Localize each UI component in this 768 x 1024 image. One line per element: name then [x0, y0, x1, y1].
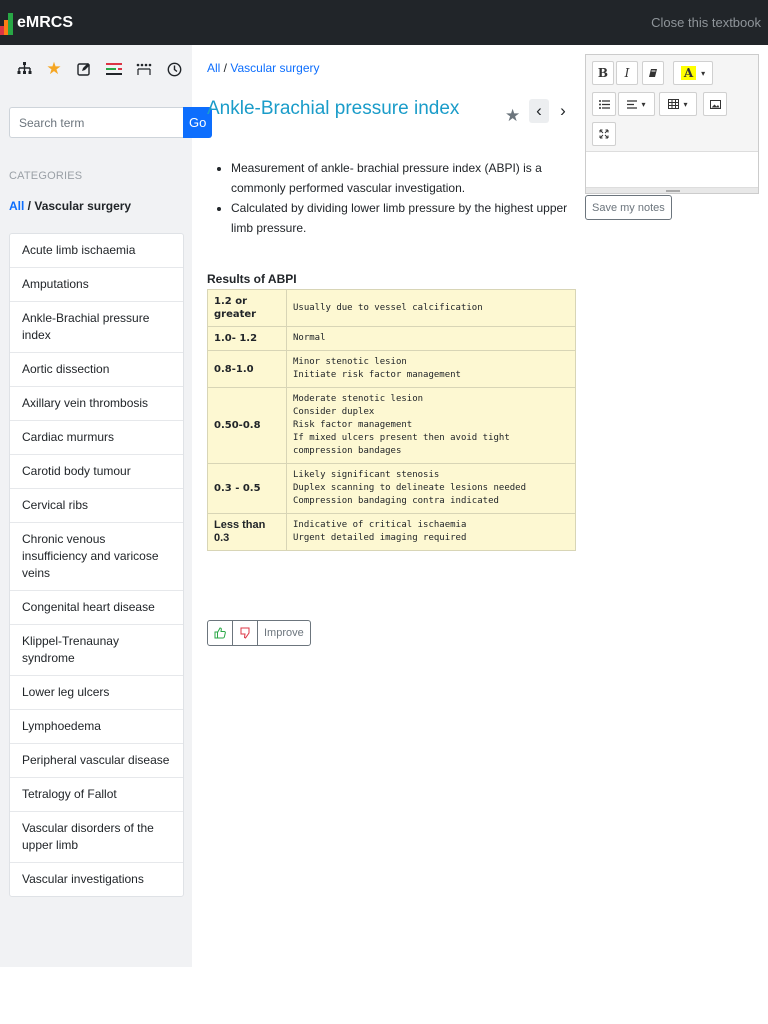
- unordered-list-icon[interactable]: [592, 92, 616, 116]
- search-input[interactable]: [9, 107, 183, 138]
- list-icon[interactable]: [99, 59, 129, 79]
- sidebar-toolbar: [9, 59, 189, 79]
- abpi-interpretation-cell: Usually due to vessel calcification: [287, 290, 576, 327]
- breadcrumb-current: Vascular surgery: [34, 199, 132, 213]
- breadcrumb: [207, 61, 320, 75]
- category-item[interactable]: Cardiac murmurs: [10, 421, 183, 455]
- category-item[interactable]: Klippel-Trenaunay syndrome: [10, 625, 183, 676]
- chevron-down-icon: ▾: [701, 68, 706, 78]
- category-item[interactable]: Vascular investigations: [22, 872, 144, 886]
- go-button[interactable]: Go: [183, 107, 212, 138]
- category-item[interactable]: Axillary vein thrombosis: [10, 387, 183, 421]
- category-item[interactable]: Cervical ribs: [10, 489, 183, 523]
- eraser-icon[interactable]: [642, 61, 664, 85]
- sitemap-icon[interactable]: [9, 59, 39, 79]
- breadcrumb-category-link[interactable]: Vascular surgery: [230, 61, 320, 75]
- abpi-range-cell: 1.0- 1.2: [208, 327, 287, 351]
- category-item[interactable]: Lower leg ulcers: [10, 676, 183, 710]
- table-row: [208, 290, 576, 327]
- abpi-results-table: [207, 289, 576, 551]
- editor-resize-handle[interactable]: [586, 187, 758, 193]
- category-item[interactable]: Tetralogy of Fallot: [10, 778, 183, 812]
- category-item[interactable]: Amputations: [10, 268, 183, 302]
- bold-button[interactable]: B: [592, 61, 614, 85]
- resize-grip-icon: [666, 190, 680, 192]
- table-row: [208, 464, 576, 514]
- breadcrumb-separator: /: [24, 199, 35, 213]
- compare-icon[interactable]: [129, 59, 159, 79]
- highlight-color-button[interactable]: [673, 61, 713, 85]
- next-topic-button[interactable]: ›: [560, 101, 566, 120]
- search-form: [9, 107, 207, 138]
- close-textbook-link[interactable]: Close this textbook: [651, 15, 761, 30]
- abpi-range-cell: Less than 0.3: [208, 514, 287, 551]
- align-dropdown-button[interactable]: [618, 92, 655, 116]
- abpi-interpretation-cell: Normal: [287, 327, 576, 351]
- italic-button[interactable]: I: [616, 61, 638, 85]
- abpi-range-cell: 0.3 - 0.5: [208, 464, 287, 514]
- chevron-down-icon: ▾: [641, 99, 646, 109]
- notes-textarea[interactable]: [586, 151, 758, 187]
- category-item[interactable]: Acute limb ischaemia: [10, 234, 183, 268]
- star-icon[interactable]: ★: [46, 59, 62, 78]
- category-item[interactable]: Lymphoedema: [10, 710, 183, 744]
- previous-topic-button[interactable]: ‹: [529, 99, 549, 123]
- favorite-star-icon[interactable]: ★: [505, 106, 521, 125]
- table-row: [208, 388, 576, 464]
- page-title: Ankle-Brachial pressure index: [207, 98, 460, 119]
- abpi-interpretation-cell: Likely significant stenosis Duplex scanning to delineate lesions needed Compression bandaging contra indicated: [287, 464, 576, 514]
- sidebar-breadcrumb: [9, 199, 131, 213]
- abpi-interpretation-cell: Minor stenotic lesion Initiate risk factor management: [287, 351, 576, 388]
- thumbs-up-button[interactable]: [208, 621, 233, 645]
- top-navbar: [0, 0, 768, 45]
- thumbs-down-icon: [239, 627, 251, 639]
- fullscreen-icon[interactable]: [592, 122, 616, 146]
- abpi-interpretation-cell: Moderate stenotic lesion Consider duplex Risk factor management If mixed ulcers present then avoid tight compression bandages: [287, 388, 576, 464]
- image-icon[interactable]: [703, 92, 727, 116]
- breadcrumb-all-link[interactable]: All: [9, 199, 25, 213]
- results-heading: Results of ABPI: [207, 272, 297, 286]
- table-dropdown-button[interactable]: [659, 92, 697, 116]
- feedback-group: [207, 620, 311, 646]
- save-notes-button[interactable]: Save my notes: [585, 195, 672, 220]
- abpi-range-cell: 0.50-0.8: [208, 388, 287, 464]
- notes-editor: [585, 54, 759, 194]
- sidebar: [0, 45, 207, 967]
- highlight-label: A: [681, 66, 696, 80]
- improve-button[interactable]: Improve: [264, 627, 304, 639]
- intro-list: [207, 158, 579, 238]
- history-icon[interactable]: [159, 59, 189, 79]
- category-item[interactable]: Carotid body tumour: [10, 455, 183, 489]
- topic-navigation: [529, 99, 573, 123]
- categories-heading: CATEGORIES: [9, 170, 83, 182]
- brand-name[interactable]: eMRCS: [17, 13, 74, 31]
- abpi-range-cell: 0.8-1.0: [208, 351, 287, 388]
- table-row: [208, 514, 576, 551]
- category-item[interactable]: Congenital heart disease: [10, 591, 183, 625]
- thumbs-up-icon: [214, 627, 226, 639]
- logo-icon: [0, 11, 13, 35]
- table-row: [208, 351, 576, 388]
- abpi-range-cell: 1.2 or greater: [208, 290, 287, 327]
- chevron-down-icon: ▾: [683, 99, 688, 109]
- list-item: • Calculated by dividing lower limb pressure by the highest upper limb pressure.: [231, 198, 579, 238]
- abpi-interpretation-cell: Indicative of critical ischaemia Urgent detailed imaging required: [287, 514, 576, 551]
- edit-icon[interactable]: [69, 59, 99, 79]
- category-list: [9, 233, 184, 897]
- category-item[interactable]: Peripheral vascular disease: [10, 744, 183, 778]
- category-item[interactable]: Aortic dissection: [10, 353, 183, 387]
- breadcrumb-separator: /: [220, 61, 231, 75]
- category-item[interactable]: Vascular disorders of the upper limb: [10, 812, 183, 863]
- category-item[interactable]: Chronic venous insufficiency and varicose veins: [10, 523, 183, 591]
- category-item[interactable]: Ankle-Brachial pressure index: [10, 302, 183, 353]
- table-row: [208, 327, 576, 351]
- breadcrumb-all-link[interactable]: All: [207, 61, 221, 75]
- thumbs-down-button[interactable]: [233, 621, 258, 645]
- list-item: • Measurement of ankle- brachial pressure index (ABPI) is a commonly performed vascular investigation.: [231, 158, 579, 198]
